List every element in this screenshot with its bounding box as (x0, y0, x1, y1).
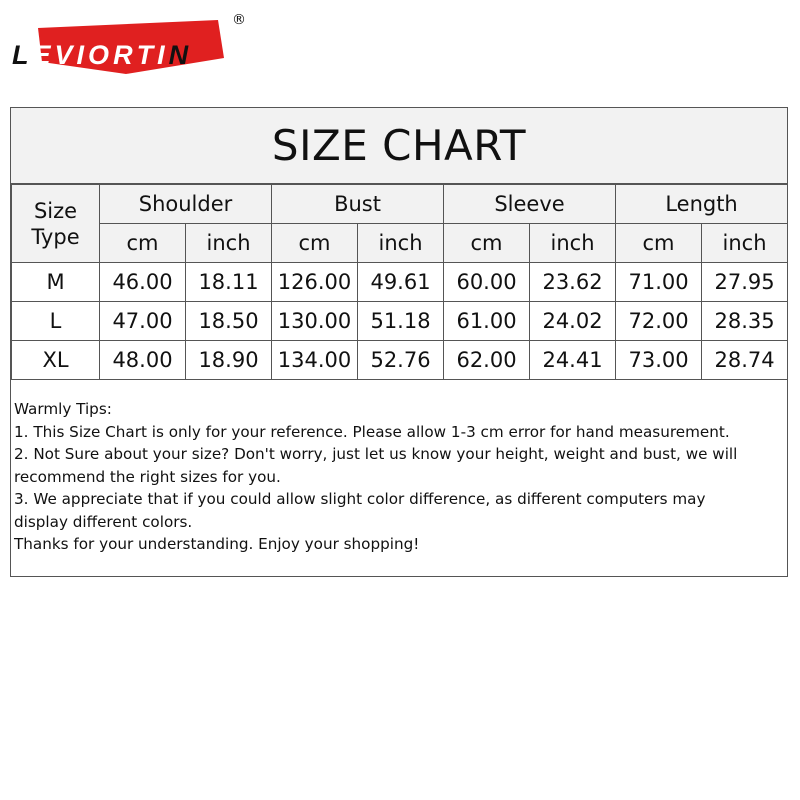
table-cell: 18.11 (186, 263, 272, 302)
logo-letter: I (157, 40, 169, 70)
tips-line: 3. We appreciate that if you could allow slight color difference, as different computers may (14, 490, 706, 508)
table-cell: 51.18 (358, 302, 444, 341)
logo-letter: N (168, 40, 193, 70)
unit-header: inch (530, 224, 616, 263)
logo-letter: E (32, 40, 55, 70)
registered-mark: ® (232, 12, 246, 28)
table-cell: 134.00 (272, 341, 358, 380)
unit-header: inch (358, 224, 444, 263)
table-cell: 47.00 (100, 302, 186, 341)
logo-wordmark (12, 40, 192, 71)
table-cell: 24.41 (530, 341, 616, 380)
table-cell: 60.00 (444, 263, 530, 302)
table-row (12, 263, 788, 302)
size-chart-title: SIZE CHART (11, 108, 787, 184)
row-size-label: XL (12, 341, 100, 380)
table-cell: 71.00 (616, 263, 702, 302)
unit-header: cm (444, 224, 530, 263)
group-header-shoulder: Shoulder (100, 185, 272, 224)
table-cell: 61.00 (444, 302, 530, 341)
unit-header: inch (186, 224, 272, 263)
warmly-tips (14, 398, 784, 556)
logo-letter: T (136, 40, 158, 70)
table-cell: 24.02 (530, 302, 616, 341)
group-header-bust: Bust (272, 185, 444, 224)
table-cell: 126.00 (272, 263, 358, 302)
size-table (11, 184, 788, 380)
size-type-header: Size Type (12, 185, 100, 263)
tips-line: Thanks for your understanding. Enjoy your shopping! (14, 535, 420, 553)
unit-header: inch (702, 224, 788, 263)
table-cell: 27.95 (702, 263, 788, 302)
header-row-units (12, 224, 788, 263)
table-cell: 46.00 (100, 263, 186, 302)
table-cell: 48.00 (100, 341, 186, 380)
unit-header: cm (100, 224, 186, 263)
table-cell: 49.61 (358, 263, 444, 302)
group-header-length: Length (616, 185, 788, 224)
brand-logo (8, 12, 248, 88)
row-size-label: L (12, 302, 100, 341)
logo-letter: V (54, 40, 77, 70)
tips-line: 2. Not Sure about your size? Don't worry, just let us know your height, weight and bust, we will (14, 445, 738, 463)
logo-letter: I (76, 40, 89, 70)
row-size-label: M (12, 263, 100, 302)
header-row-groups (12, 185, 788, 224)
table-cell: 18.50 (186, 302, 272, 341)
tips-heading: Warmly Tips: (14, 400, 112, 418)
logo-letter: R (113, 40, 137, 70)
table-cell: 28.35 (702, 302, 788, 341)
tips-line: display different colors. (14, 512, 193, 531)
table-row (12, 302, 788, 341)
table-cell: 52.76 (358, 341, 444, 380)
logo-letter: L (12, 40, 33, 70)
table-cell: 73.00 (616, 341, 702, 380)
table-cell: 23.62 (530, 263, 616, 302)
tips-line: 1. This Size Chart is only for your reference. Please allow 1-3 cm error for hand measurement. (14, 422, 730, 441)
table-cell: 62.00 (444, 341, 530, 380)
logo-letter: O (88, 40, 114, 70)
table-cell: 72.00 (616, 302, 702, 341)
table-row (12, 341, 788, 380)
group-header-sleeve: Sleeve (444, 185, 616, 224)
tips-line: recommend the right sizes for you. (14, 467, 281, 486)
size-chart-frame (10, 107, 788, 577)
table-cell: 18.90 (186, 341, 272, 380)
table-cell: 130.00 (272, 302, 358, 341)
unit-header: cm (272, 224, 358, 263)
unit-header: cm (616, 224, 702, 263)
table-cell: 28.74 (702, 341, 788, 380)
